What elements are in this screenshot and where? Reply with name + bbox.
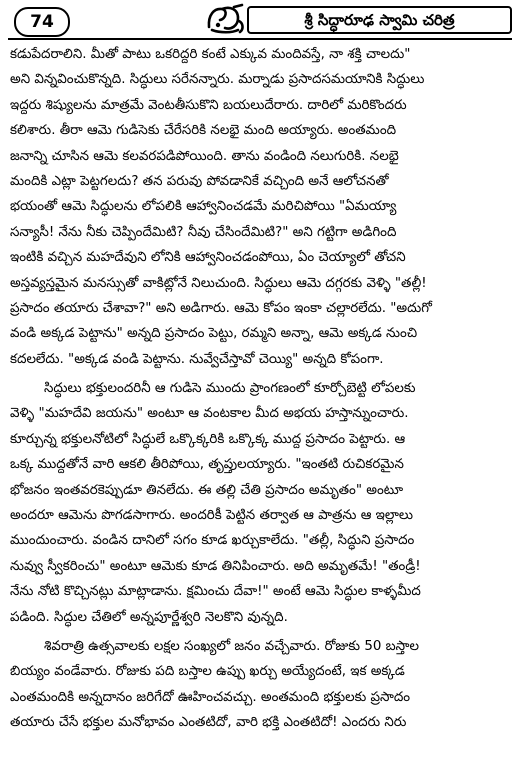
text-line: మందికి ఎట్లా పెట్టగలదు? తన పరువు పోవడానికే వచ్చింది అనే ఆలోచనతో (10, 173, 389, 189)
text-line: కదలలేదు. "అక్కడ వండి పెట్టాను. నువ్వేచేస్తావో చెయ్యి" అన్నది కోపంగా. (10, 351, 384, 367)
text-line: భయంతో ఆమె సిద్ధులను లోపలికి ఆహ్వానించడమే మరిచిపోయి "ఏమయ్యా (10, 199, 397, 215)
header-divider (8, 38, 512, 40)
paragraph (10, 376, 510, 630)
text-line: భోజనం ఇంతవరకెప్పుడూ తినలేదు. ఈ తల్లి చేతి ప్రసాదం అమృతం" అంటూ (10, 482, 404, 498)
text-line: కలిశారు. తీరా ఆమె గుడిసెకు చేరేసరికి నలభై మంది అయ్యారు. అంతమంది (10, 123, 397, 139)
text-line: సిద్ధులు భక్తులందరినీ ఆ గుడిసె ముందు ప్రాంగణంలో కూర్చోబెట్టి లోపలకు (44, 381, 416, 397)
text-line: ఎంతమందికి అన్నదానం జరిగేదో ఊహించవచ్చు. అంతమంది భక్తులకు ప్రసాదం (10, 689, 411, 705)
page-header (8, 3, 512, 37)
text-line: తయారు చేసే భక్తుల మనోభావం ఎంతటిదో, వారి భక్తి ఎంతటిదో! ఎందరు నిరు (10, 715, 407, 731)
text-line: ఇద్దరు శిష్యులను మాత్రమే వెంటతీసుకొని బయలుదేరారు. దారిలో మరికొందరు (10, 97, 407, 113)
text-line: అందరూ ఆమెను పొగడసాగారు. అందరికీ పెట్టిన తర్వాత ఆ పాత్రను ఆ ఇల్లాలు (10, 508, 414, 524)
page-number: 74 (14, 7, 70, 37)
text-line: శివరాత్రి ఉత్సవాలకు లక్షల సంఖ్యలో జనం వచ్చేవారు. రోజుకు 50 బస్తాల (44, 638, 419, 654)
text-line: ముందుంచారు. వండిన దానిలో సగం కూడ ఖర్చుకాలేదు. "తల్లీ, సిద్ధుని ప్రసాదం (10, 533, 415, 549)
text-line: అని విన్నవించుకొన్నది. సిద్ధులు సరేనన్నారు. మర్నాడు ప్రసాదసమయానికి సిద్ధులు (10, 72, 425, 88)
text-line: వండి అక్కడ పెట్టాను" అన్నది ప్రసాదం పెట్టు, రమ్మని అన్నా, ఆమె అక్కడ నుంచి (10, 326, 418, 342)
text-line: అస్తవ్యస్తమైన మనస్సుతో వాకిట్లోనే నిలుచుంది. సిద్ధులు ఆమె దగ్గరకు వెళ్ళి "తల్లీ! (10, 275, 427, 291)
text-line: ఒక్క ముద్దతోనే వారి ఆకలి తీరిపోయి, తృప్తులయ్యారు. "ఇంతటి రుచికరమైన (10, 457, 404, 473)
text-line: నేను నోటి కొచ్చినట్లు మాట్లాడాను. క్షమించు దేవా!" అంటే ఆమె సిద్ధుల కాళ్ళమీద (10, 584, 421, 600)
text-line: సన్యాసీ! నేను నీకు చెప్పిందేమిటి? నీవు చేసిందేమిటి?" అని గట్టిగా అడిగింది (10, 224, 397, 240)
text-line: నువ్వు స్వీకరించు" అంటూ ఆమెకు కూడ తినిపించారు. అది అమృతమే! "తండ్రీ! (10, 558, 421, 574)
paragraph (10, 42, 510, 372)
text-line: వెళ్ళి "మహదేవి జయను" అంటూ ఆ వంటకాల మీద అభయ హస్తాన్నుంచారు. (10, 406, 409, 422)
text-line: బియ్యం వండేవారు. రోజుకు పది బస్తాల ఉప్పు ఖర్చు అయ్యేదంటే, ఇక అక్కడ (10, 664, 405, 680)
text-line: ప్రసాదం తయారు చేశావా?" అని అడిగారు. ఆమె కోపం ఇంకా చల్లారలేదు. "అదుగో (10, 300, 432, 316)
body-text (10, 42, 510, 736)
text-line: పడింది. సిద్ధుల చేతిలో అన్నపూర్ణేశ్వరి నెలకొని వున్నది. (10, 609, 288, 625)
text-line: కడుపేదరాలిని. మీతో పాటు ఒకరిద్దరి కంటే ఎక్కువ మందివస్తే, నా శక్తి చాలదు" (10, 47, 411, 62)
text-line: జనాన్ని చూసిన ఆమె కలవరపడిపోయింది. తాను వండింది నలుగురికి. నలభై (10, 148, 399, 164)
paragraph (10, 634, 510, 736)
text-line: కూర్చున్న భక్తులనోటిలో సిద్ధులే ఒక్కొక్కరికి ఒక్కొక్క ముద్ద ప్రసాదం పెట్టారు. ఆ (10, 431, 406, 447)
running-title: శ్రీ సిద్ధారూఢ స్వామి చరిత్ర (247, 6, 512, 34)
calligraphic-logo-icon (204, 3, 248, 35)
text-line: ఇంటికి వచ్చిన మహదేవుని లోనికి ఆహ్వానించడంపోయి, ఏం చెయ్యాలో తోచని (10, 250, 406, 266)
